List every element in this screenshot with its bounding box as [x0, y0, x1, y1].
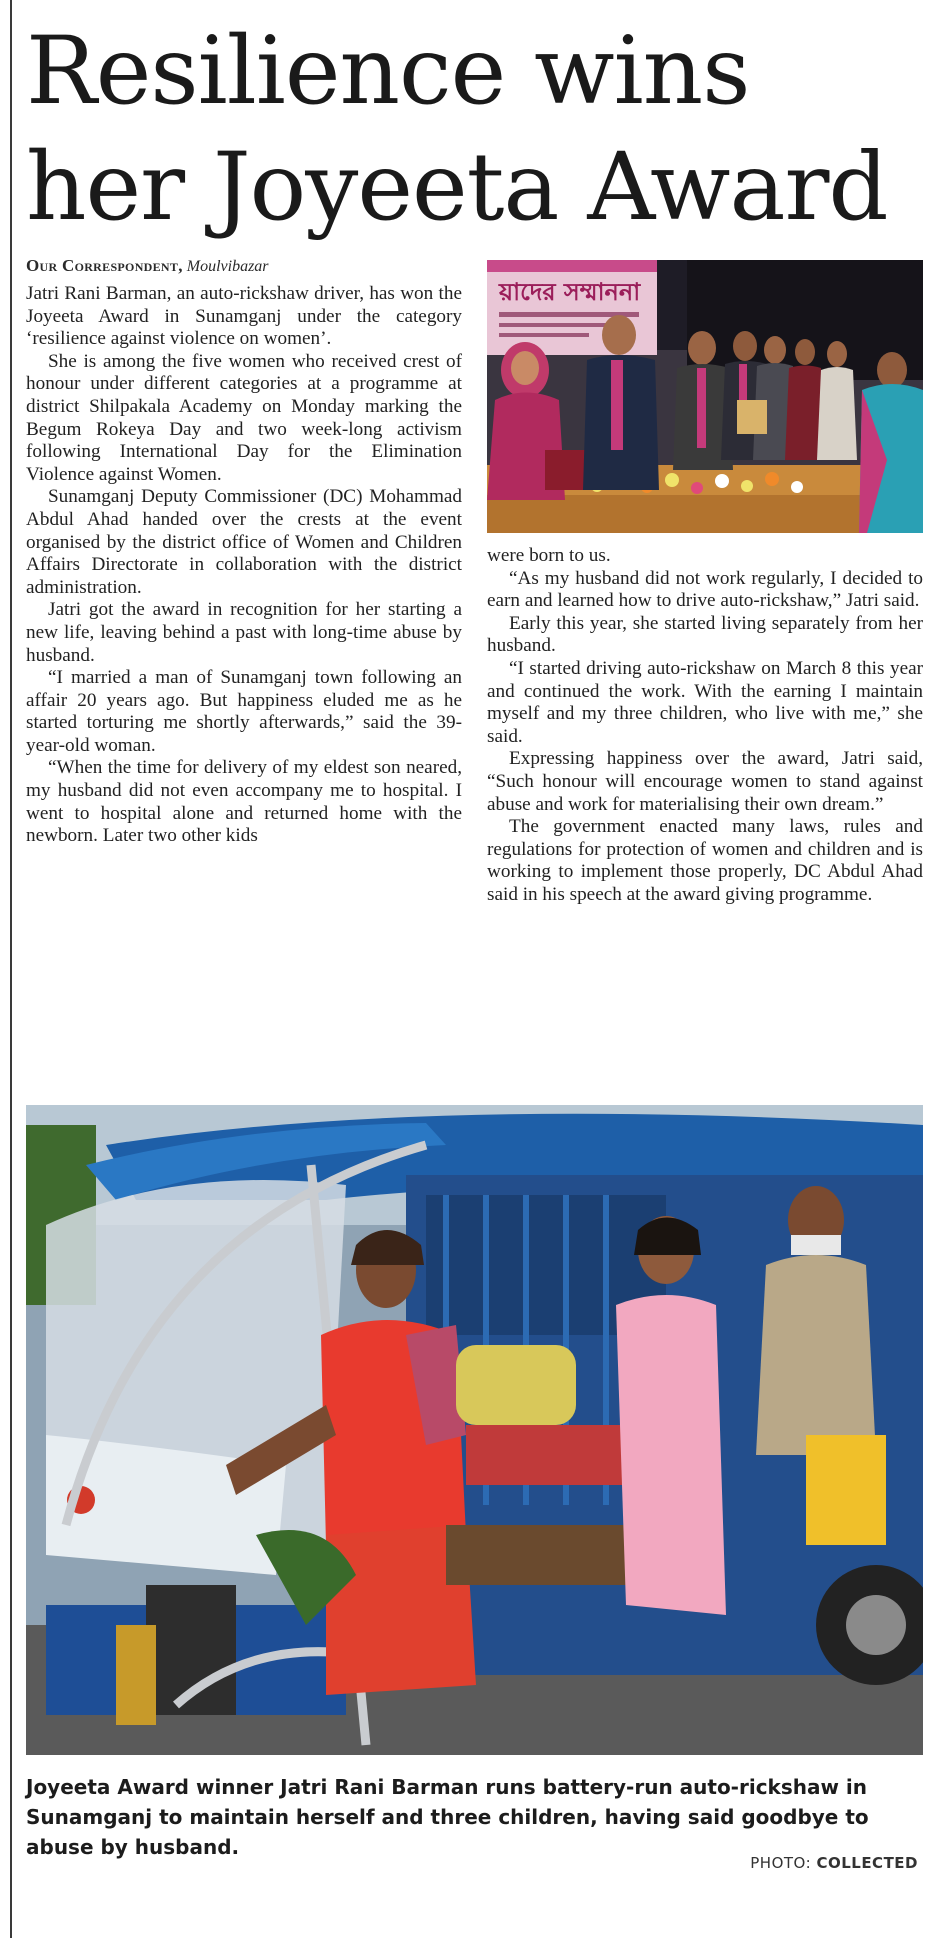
- award-ceremony-illustration: [487, 260, 923, 533]
- paragraph: She is among the five women who received crest of honour under different categories at a programme at district Shilpakala Academy on Monday marking the Begum Rokeya Day and two week-long activism following International Day for the Elimination Violence against Women.: [26, 350, 462, 485]
- paragraph: “As my husband did not work regularly, I decided to earn and learned how to drive auto-rickshaw,” Jatri said.: [487, 567, 923, 612]
- paragraph: Jatri Rani Barman, an auto-rickshaw driver, has won the Joyeeta Award in Sunamganj under the category ‘resilience against violence on women’.: [26, 283, 462, 350]
- paragraph: Expressing happiness over the award, Jatri said, “Such honour will encourage women to stand against abuse and work for materialising their own dream.”: [487, 748, 923, 815]
- paragraph: Sunamganj Deputy Commissioner (DC) Mohammad Abdul Ahad handed over the crests at the event organised by the district office of Women and Children Affairs Directorate in collaboration with the district administration.: [26, 486, 462, 598]
- photo-credit-source: COLLECTED: [816, 1854, 918, 1872]
- headline: Resilience wins her Joyeeta Award: [26, 17, 888, 242]
- auto-rickshaw-illustration: [26, 1105, 923, 1755]
- auto-rickshaw-photo: [26, 1105, 923, 1755]
- paragraph: “When the time for delivery of my eldest son neared, my husband did not even accompany me to hospital. I went to hospital alone and returned home with the newborn. Later two other kids: [26, 757, 462, 847]
- page-left-rule: [10, 0, 12, 1938]
- paragraph: The government enacted many laws, rules and regulations for protection of women and children and is working to implement those properly, DC Abdul Ahad said in his speech at the award giving programme.: [487, 816, 923, 905]
- byline: [26, 255, 269, 277]
- paragraph: Early this year, she started living separately from her husband.: [487, 612, 923, 657]
- article-column-2: [487, 545, 923, 1083]
- award-ceremony-photo: [487, 260, 923, 533]
- byline-place: Moulvibazar: [186, 258, 269, 275]
- photo-caption: Joyeeta Award winner Jatri Rani Barman runs battery-run auto-rickshaw in Sunamganj to maintain herself and three children, having said goodbye to abuse by husband.: [26, 1775, 869, 1859]
- paragraph: were born to us.: [487, 545, 611, 566]
- byline-author: Our Correspondent,: [26, 256, 183, 275]
- photo-credit-label: PHOTO:: [750, 1854, 812, 1872]
- paragraph: “I started driving auto-rickshaw on March 8 this year and continued the work. With the earning I maintain myself and my three children, who live with me,” she said.: [487, 657, 923, 747]
- banner-text: য়াদের সম্মাননা: [499, 278, 641, 306]
- photo-credit: [750, 1852, 918, 1874]
- paragraph: “I married a man of Sunamganj town following an affair 20 years ago. But happiness eluded me as he started torturing me shortly afterwards,” said the 39-year-old woman.: [26, 667, 462, 756]
- article-column-1: [26, 283, 462, 1083]
- paragraph: Jatri got the award in recognition for her starting a new life, leaving behind a past with long-time abuse by husband.: [26, 599, 462, 666]
